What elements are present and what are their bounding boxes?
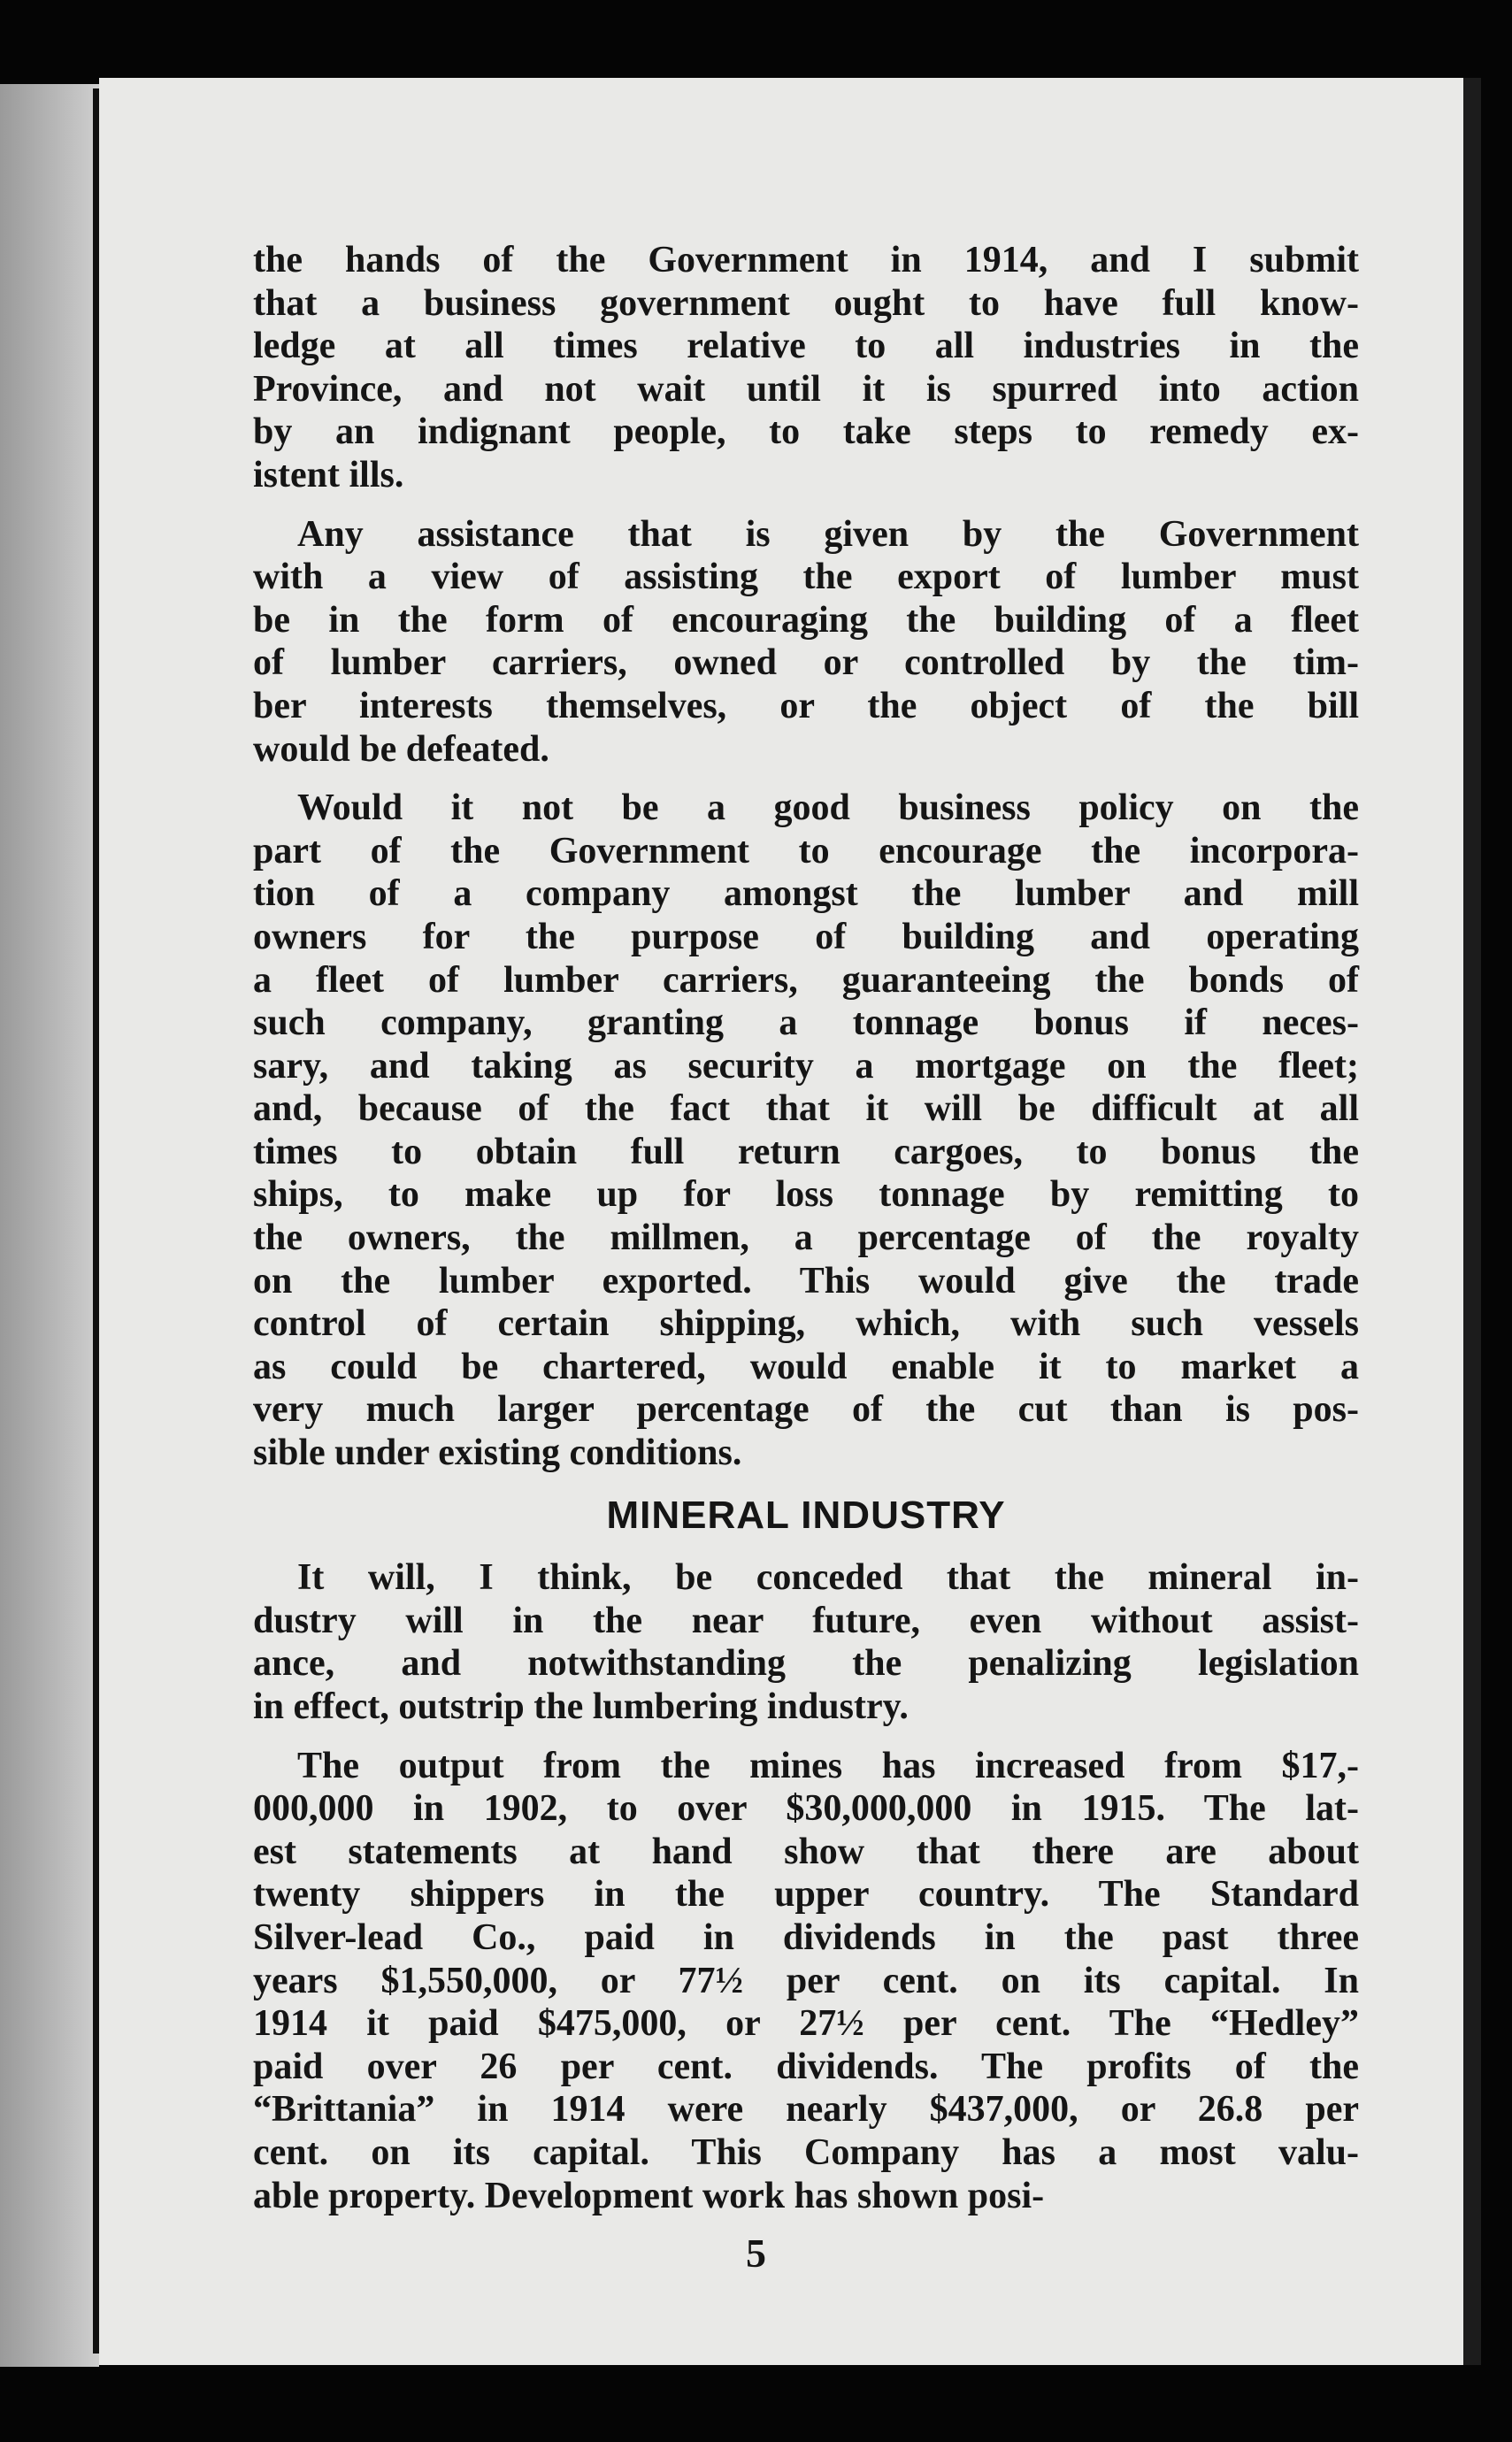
- text-line: 1914 it paid $475,000, or 27½ per cent. The “Hedley”: [253, 2003, 1359, 2045]
- text-line: owners for the purpose of building and operating: [253, 916, 1359, 957]
- section-lumber: [253, 239, 1359, 1475]
- paragraph: [253, 1556, 1359, 1728]
- paragraph: [253, 513, 1359, 772]
- text-line: would be defeated.: [253, 728, 549, 770]
- text-line: a fleet of lumber carriers, guaranteeing the bonds of: [253, 959, 1359, 1001]
- text-line: Would it not be a good business policy on the: [297, 787, 1359, 829]
- text-line: It will, I think, be conceded that the mineral in-: [297, 1557, 1359, 1599]
- paragraph: [253, 787, 1359, 1475]
- text-line: times to obtain full return cargoes, to bonus the: [253, 1131, 1359, 1172]
- text-line: by an indignant people, to take steps to remedy ex-: [253, 411, 1359, 453]
- text-line: such company, granting a tonnage bonus if neces-: [253, 1002, 1359, 1044]
- text-line: with a view of assisting the export of lumber must: [253, 557, 1359, 598]
- text-line: tion of a company amongst the lumber and mill: [253, 873, 1359, 915]
- text-line: twenty shippers in the upper country. The Standard: [253, 1874, 1359, 1916]
- text-line: that a business government ought to have full know-: [253, 282, 1359, 324]
- text-line: on the lumber exported. This would give the trade: [253, 1260, 1359, 1302]
- text-line: sible under existing conditions.: [253, 1432, 742, 1474]
- text-line: control of certain shipping, which, with such vessels: [253, 1303, 1359, 1345]
- text-line: the owners, the millmen, a percentage of the royalty: [253, 1217, 1359, 1259]
- page-right-edge: [1463, 78, 1481, 2365]
- text-line: cent. on its capital. This Company has a most valu-: [253, 2131, 1359, 2173]
- page-spine-line: [93, 88, 99, 2354]
- paragraph: [253, 1745, 1359, 2218]
- text-line: part of the Government to encourage the incorpora-: [253, 830, 1359, 872]
- paragraph: [253, 239, 1359, 497]
- text-line: in effect, outstrip the lumbering industry.: [253, 1686, 909, 1727]
- text-line: est statements at hand show that there are about: [253, 1831, 1359, 1872]
- text-line: very much larger percentage of the cut than is pos-: [253, 1389, 1359, 1431]
- text-line: ledge at all times relative to all industries in the: [253, 326, 1359, 367]
- text-line: 000,000 in 1902, to over $30,000,000 in 1915. The lat-: [253, 1788, 1359, 1830]
- text-line: Silver-lead Co., paid in dividends in the past three: [253, 1916, 1359, 1958]
- text-line: sary, and taking as security a mortgage on the fleet;: [253, 1045, 1359, 1087]
- text-line: istent ills.: [253, 454, 404, 495]
- text-line: the hands of the Government in 1914, and I submit: [253, 240, 1359, 280]
- text-line: Province, and not wait until it is spurred into action: [253, 368, 1359, 410]
- text-line: dustry will in the near future, even without assist-: [253, 1600, 1359, 1641]
- text-line: be in the form of encouraging the building of a fleet: [253, 599, 1359, 641]
- text-line: able property. Development work has shown posi-: [253, 2175, 1045, 2216]
- section-heading: MINERAL INDUSTRY: [606, 1493, 1006, 1537]
- body-text: [253, 239, 1359, 2233]
- text-line: years $1,550,000, or 77½ per cent. on its capital. In: [253, 1960, 1359, 2001]
- section-mineral: [253, 1556, 1359, 2217]
- text-line: and, because of the fact that it will be difficult at all: [253, 1088, 1359, 1130]
- adjacent-page-edge: [0, 84, 99, 2367]
- text-line: Any assistance that is given by the Government: [297, 513, 1359, 555]
- text-line: The output from the mines has increased from $17,-: [297, 1745, 1359, 1786]
- text-line: “Brittania” in 1914 were nearly $437,000, or 26.8 per: [253, 2089, 1359, 2131]
- text-line: as could be chartered, would enable it to market a: [253, 1346, 1359, 1387]
- text-line: of lumber carriers, owned or controlled by the tim-: [253, 642, 1359, 684]
- text-line: ships, to make up for loss tonnage by remitting to: [253, 1174, 1359, 1216]
- text-line: paid over 26 per cent. dividends. The profits of the: [253, 2046, 1359, 2087]
- text-line: ber interests themselves, or the object of the bill: [253, 685, 1359, 726]
- page-number: 5: [746, 2231, 766, 2276]
- text-line: ance, and notwithstanding the penalizing legislation: [253, 1643, 1359, 1685]
